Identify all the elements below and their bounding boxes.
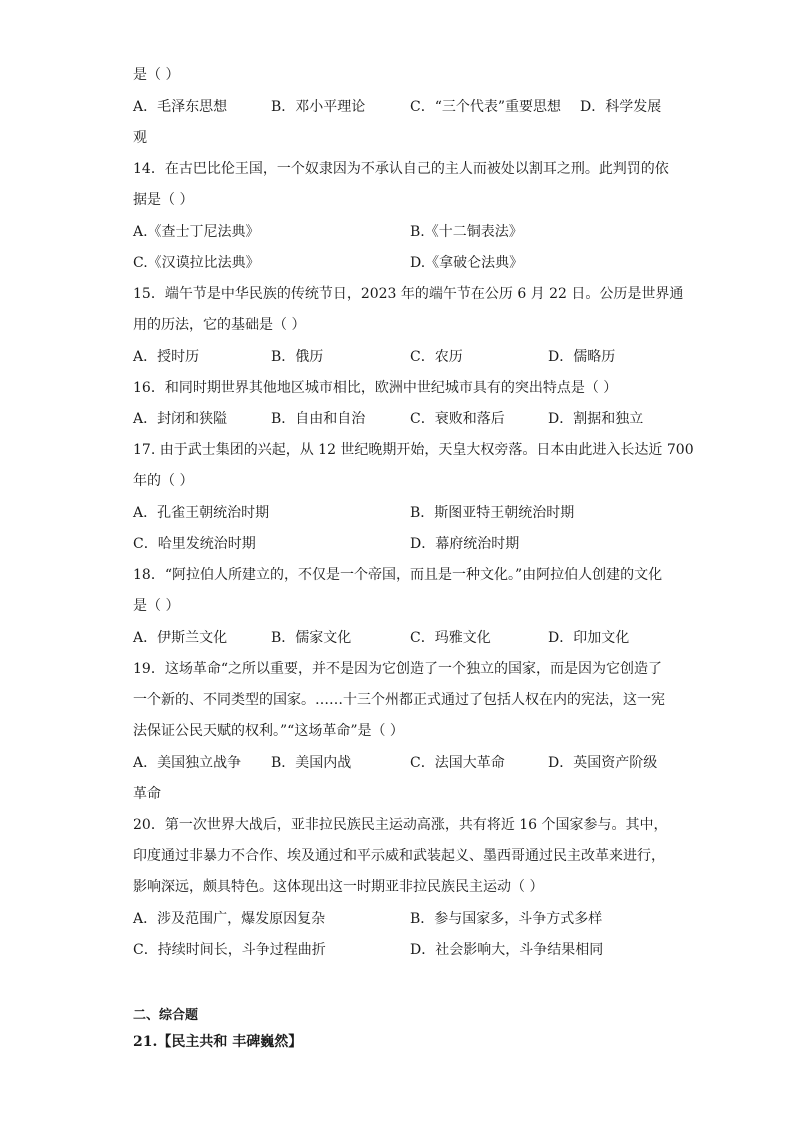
q17-stem-line2: 年的（ ） xyxy=(133,473,194,489)
q16-option-b: B．自由和自治 xyxy=(271,411,366,427)
q13-option-d: D．科学发展 xyxy=(580,99,662,115)
q19-option-d: D．英国资产阶级 xyxy=(548,755,658,771)
q20-option-d: D．社会影响大，斗争结果相同 xyxy=(410,942,604,958)
q18-option-c: C．玛雅文化 xyxy=(410,630,491,646)
q15-option-a: A．授时历 xyxy=(133,349,200,365)
q20-option-c: C．持续时间长，斗争过程曲折 xyxy=(133,942,326,958)
q13-option-d-wrap: 观 xyxy=(133,130,147,146)
q14-option-a: A.《查士丁尼法典》 xyxy=(133,224,260,240)
q18-option-b: B．儒家文化 xyxy=(271,630,352,646)
q15-stem-line1: 15．端午节是中华民族的传统节日，2023 年的端午节在公历 6 月 22 日。公历是世界通 xyxy=(133,286,684,302)
q19-option-c: C．法国大革命 xyxy=(410,755,505,771)
q14-stem-line2: 据是（ ） xyxy=(133,192,194,208)
q20-stem-line1: 20．第一次世界大战后，亚非拉民族民主运动高涨，共有将近 16 个国家参与。其中， xyxy=(133,817,668,833)
q17-option-b: B．斯图亚特王朝统治时期 xyxy=(410,505,575,521)
q19-stem-line3: 法保证公民天赋的权利。”“这场革命”是（ ） xyxy=(133,723,404,739)
q15-option-d: D．儒略历 xyxy=(548,349,616,365)
q14-option-c: C.《汉谟拉比法典》 xyxy=(133,255,260,271)
q17-option-a: A．孔雀王朝统治时期 xyxy=(133,505,270,521)
q14-option-d: D.《拿破仑法典》 xyxy=(410,255,524,271)
q19-option-b: B．美国内战 xyxy=(271,755,352,771)
q16-stem-line1: 16．和同时期世界其他地区城市相比，欧洲中世纪城市具有的突出特点是（ ） xyxy=(133,380,618,396)
q16-option-c: C．衰败和落后 xyxy=(410,411,505,427)
q20-stem-line3: 影响深远，颇具特色。这体现出这一时期亚非拉民族民主运动（ ） xyxy=(133,879,544,895)
q16-option-a: A．封闭和狭隘 xyxy=(133,411,228,427)
q19-option-a: A．美国独立战争 xyxy=(133,755,242,771)
q20-option-a: A．涉及范围广，爆发原因复杂 xyxy=(133,911,326,927)
q13-option-c: C．“三个代表”重要思想 xyxy=(410,99,562,115)
q19-stem-line1: 19．这场革命“之所以重要，并不是因为它创造了一个独立的国家，而是因为它创造了 xyxy=(133,661,662,677)
q19-option-d-wrap: 革命 xyxy=(133,786,161,802)
q20-stem-line2: 印度通过非暴力不合作、埃及通过和平示威和武装起义、墨西哥通过民主改革来进行， xyxy=(133,848,665,864)
q18-option-a: A．伊斯兰文化 xyxy=(133,630,228,646)
q17-option-d: D．幕府统治时期 xyxy=(410,536,520,552)
q15-stem-line2: 用的历法，它的基础是（ ） xyxy=(133,317,306,333)
q21-heading: 21.【民主共和 丰碑巍然】 xyxy=(133,1034,303,1050)
q17-option-c: C．哈里发统治时期 xyxy=(133,536,256,552)
q18-stem-line1: 18．“阿拉伯人所建立的，不仅是一个帝国，而且是一种文化。”由阿拉伯人创建的文化 xyxy=(133,567,663,583)
q15-option-c: C．农历 xyxy=(410,349,463,365)
q16-option-d: D．割据和独立 xyxy=(548,411,644,427)
q15-option-b: B．俄历 xyxy=(271,349,324,365)
section-title: 二、综合题 xyxy=(133,1008,199,1023)
q20-option-b: B．参与国家多，斗争方式多样 xyxy=(410,911,603,927)
q17-stem-line1: 17. 由于武士集团的兴起，从 12 世纪晚期开始，天皇大权旁落。日本由此进入长达近 700 xyxy=(133,442,694,458)
q14-option-b: B.《十二铜表法》 xyxy=(410,224,523,240)
q18-stem-line2: 是（ ） xyxy=(133,598,180,614)
q14-stem-line1: 14．在古巴比伦王国，一个奴隶因为不承认自己的主人而被处以割耳之刑。此判罚的依 xyxy=(133,161,669,177)
q13-stem-tail: 是（ ） xyxy=(133,67,180,83)
q13-option-b: B．邓小平理论 xyxy=(271,99,366,115)
q18-option-d: D．印加文化 xyxy=(548,630,630,646)
q19-stem-line2: 一个新的、不同类型的国家。……十三个州都正式通过了包括人权在内的宪法，这一宪 xyxy=(133,692,665,708)
q13-option-a: A．毛泽东思想 xyxy=(133,99,228,115)
